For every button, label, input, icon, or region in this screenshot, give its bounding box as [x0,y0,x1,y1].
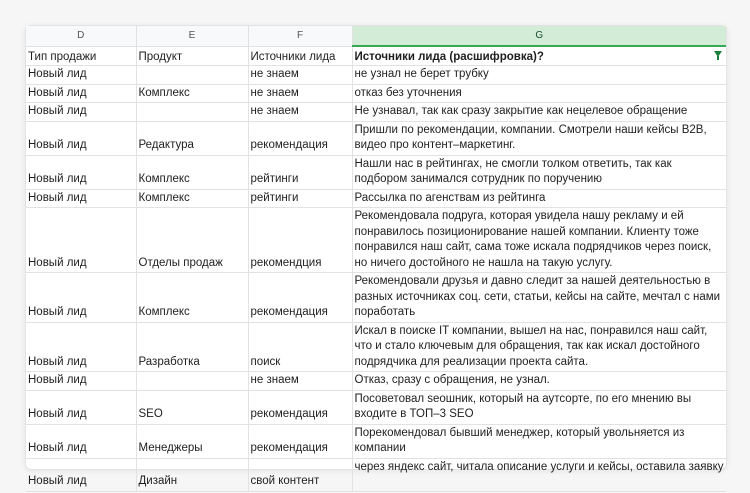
header-row [26,46,726,66]
cell-sale-type[interactable]: Новый лид [26,189,136,208]
cell-sale-type[interactable]: Новый лид [26,273,136,323]
cell-lead-source-details[interactable]: через яндекс сайт, читала описание услуги и кейсы, оставила заявку [352,458,726,491]
cell-lead-source-details[interactable]: не узнал не берет трубку [352,66,726,85]
data-table [26,26,726,492]
cell-sale-type[interactable]: Новый лид [26,208,136,273]
cell-product[interactable]: Дизайн [136,458,248,491]
cell-lead-source-details[interactable]: Рекомендовали друзья и давно следит за нашей деятельностью в разных источниках соц. сети, статьи, кейсы на сайте, мечтал с нами поработать [352,273,726,323]
table-row [26,121,726,155]
cell-product[interactable]: Редактура [136,121,248,155]
cell-sale-type[interactable]: Новый лид [26,84,136,103]
header-cell-lead-source[interactable]: Источники лида [248,46,352,66]
cell-lead-source-details[interactable]: Посоветовал seoшник, который на аутсорте, по его мнению вы входите в ТОП–3 SEO [352,390,726,424]
table-row [26,458,726,491]
column-letters-row [26,26,726,46]
cell-sale-type[interactable]: Новый лид [26,424,136,458]
table-row [26,424,726,458]
table-body [26,66,726,492]
column-header-f[interactable]: F [248,26,352,46]
header-cell-product[interactable]: Продукт [136,46,248,66]
cell-product[interactable]: Комплекс [136,273,248,323]
table-row [26,66,726,85]
cell-lead-source[interactable]: поиск [248,322,352,372]
cell-lead-source[interactable]: рекомендация [248,273,352,323]
cell-lead-source[interactable]: рекомендация [248,424,352,458]
cell-lead-source-details[interactable]: Рассылка по агенствам из рейтинга [352,189,726,208]
cell-lead-source-details[interactable]: Нашли нас в рейтингах, не смогли толком ответить, так как подбором занимался сотрудник по поручению [352,155,726,189]
cell-lead-source[interactable]: не знаем [248,372,352,391]
cell-lead-source[interactable]: рекомендация [248,121,352,155]
cell-sale-type[interactable]: Новый лид [26,155,136,189]
spreadsheet [25,25,727,487]
table-row [26,84,726,103]
table-row [26,390,726,424]
table-row [26,273,726,323]
cell-product[interactable]: Комплекс [136,189,248,208]
cell-lead-source-details[interactable]: Порекомендовал бывший менеджер, который увольняется из компании [352,424,726,458]
cell-product[interactable]: Комплекс [136,84,248,103]
cell-product[interactable] [136,372,248,391]
cell-lead-source-details[interactable]: Пришли по рекомендации, компании. Смотрели наши кейсы B2B, видео про контент–маркетинг. [352,121,726,155]
table-row [26,372,726,391]
header-cell-lead-source-details[interactable] [352,46,726,66]
cell-lead-source-details[interactable]: Отказ, сразу с обращения, не узнал. [352,372,726,391]
cell-product[interactable]: Разработка [136,322,248,372]
column-header-e[interactable]: E [136,26,248,46]
cell-lead-source-details[interactable]: Искал в поиске IT компании, вышел на нас, понравился наш сайт, что и стало ключевым для обращения, так как искал достойного подрядчика для реализации проекта сайта. [352,322,726,372]
cell-sale-type[interactable]: Новый лид [26,66,136,85]
cell-lead-source[interactable]: не знаем [248,66,352,85]
cell-sale-type[interactable]: Новый лид [26,103,136,122]
cell-lead-source-details[interactable]: Рекомендовала подруга, которая увидела нашу рекламу и ей понравилось позиционирование нашей компании. Клиенту тоже понравился наш сайт, сама тоже искала подрядчиков через поиск, но ничего достойного не нашла на такую услугу. [352,208,726,273]
cell-sale-type[interactable]: Новый лид [26,322,136,372]
cell-lead-source[interactable]: рейтинги [248,155,352,189]
cell-lead-source-details[interactable]: Не узнавал, так как сразу закрытие как нецелевое обращение [352,103,726,122]
cell-lead-source[interactable]: рейтинги [248,189,352,208]
cell-product[interactable] [136,66,248,85]
cell-product[interactable]: Менеджеры [136,424,248,458]
cell-sale-type[interactable]: Новый лид [26,458,136,491]
cell-product[interactable]: Комплекс [136,155,248,189]
cell-lead-source[interactable]: не знаем [248,84,352,103]
cell-sale-type[interactable]: Новый лид [26,372,136,391]
cell-product[interactable]: SEO [136,390,248,424]
cell-product[interactable] [136,103,248,122]
table-row [26,103,726,122]
table-row [26,155,726,189]
cell-lead-source[interactable]: рекомендция [248,208,352,273]
cell-sale-type[interactable]: Новый лид [26,390,136,424]
table-row [26,189,726,208]
cell-lead-source-details[interactable]: отказ без уточнения [352,84,726,103]
column-header-g[interactable]: G [352,26,726,46]
filter-icon[interactable] [714,51,722,57]
column-header-d[interactable]: D [26,26,136,46]
header-cell-sale-type[interactable]: Тип продажи [26,46,136,66]
table-row [26,322,726,372]
cell-lead-source[interactable]: не знаем [248,103,352,122]
cell-lead-source[interactable]: рекомендация [248,390,352,424]
header-label: Источники лида (расшифровка)? [354,50,544,63]
cell-product[interactable]: Отделы продаж [136,208,248,273]
table-row [26,208,726,273]
cell-lead-source[interactable]: свой контент [248,458,352,491]
cell-sale-type[interactable]: Новый лид [26,121,136,155]
